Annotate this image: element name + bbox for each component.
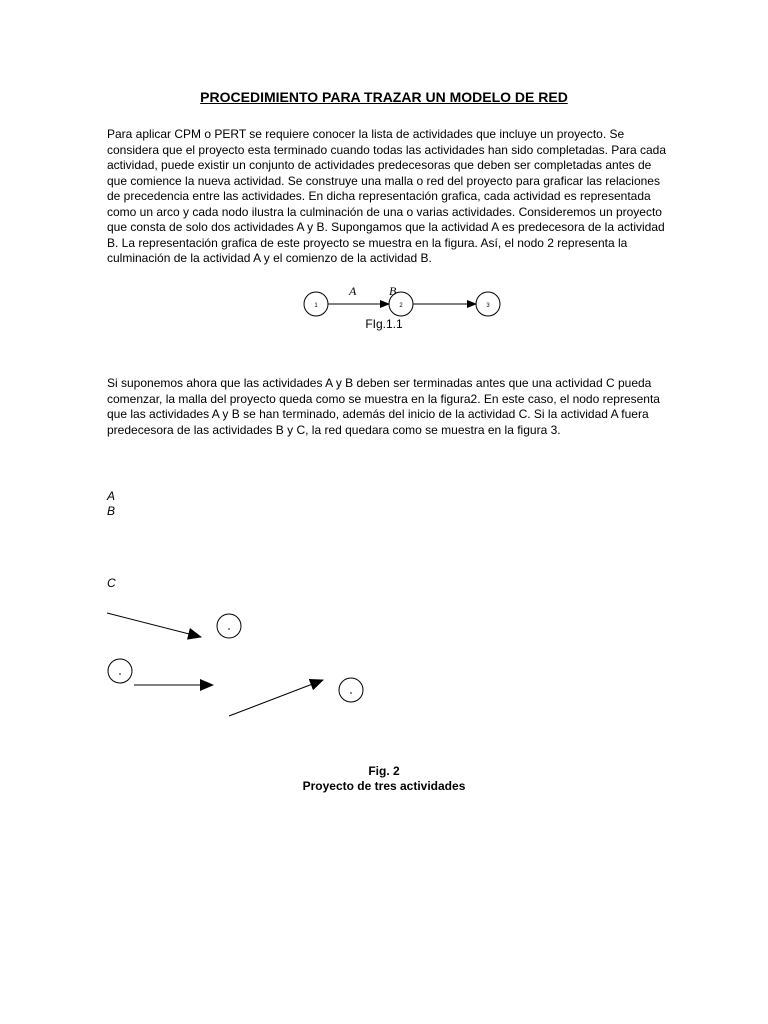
fig1-node-3	[476, 292, 500, 316]
fig2-arc-3	[229, 680, 323, 716]
fig1-label-a: A	[349, 284, 357, 298]
fig2-caption-line2: Proyecto de tres actividades	[302, 779, 466, 793]
fig1-node-2-label: 2	[399, 303, 403, 309]
fig2-arc-1	[107, 613, 201, 637]
paragraph-intro: Para aplicar CPM o PERT se requiere conocer la lista de actividades que incluye un proyecto. Se considera que el proyecto esta terminado cuando todas las actividades han sido completadas. Para cada actividad, puede existir un conjunto de actividades predecesoras que deben ser completadas antes de que comience la nueva actividad. Se construye una malla o red del proyecto para graficar las relaciones de precedencia entre las actividades. En dicha representación grafica, cada actividad es representada como un arco y cada nodo ilustra la culminación de una o varias actividades. Consideremos un proyecto que consta de solo dos actividades A y B. Supongamos que la actividad A es predecesora de la actividad B. La representación grafica de este proyecto se muestra en la figura. Así, el nodo 2 representa la culminación de la actividad A y el comienzo de la actividad B.	[107, 127, 667, 265]
fig2-caption	[0, 764, 768, 794]
fig1-caption: FIg.1.1	[365, 317, 403, 331]
fig2-node-top	[217, 614, 241, 638]
fig1-node-1	[304, 292, 328, 316]
fig2-label-a: A	[107, 489, 116, 503]
paragraph-second: Si suponemos ahora que las actividades A y B deben ser terminadas antes que una actividad C pueda comenzar, la malla del proyecto queda como se muestra en la figura2. En este caso, el nodo representa que las actividades A y B se han terminado, además del inicio de la actividad C. Si la actividad A fuera predecesora de las actividades B y C, la red quedara como se muestra en la figura 3.	[107, 376, 660, 437]
fig1-node-1-label: 1	[314, 303, 318, 309]
fig1-label-b: B	[389, 284, 397, 298]
fig1-node-3-label: 3	[486, 303, 490, 309]
document-title: PROCEDIMIENTO PARA TRAZAR UN MODELO DE RED	[200, 89, 568, 105]
fig2-node-left	[108, 659, 132, 683]
fig2-label-b: B	[107, 504, 116, 518]
fig2-label-c: C	[107, 576, 116, 590]
fig2-caption-line1: Fig. 2	[368, 764, 400, 778]
fig2-node-right	[339, 678, 363, 702]
